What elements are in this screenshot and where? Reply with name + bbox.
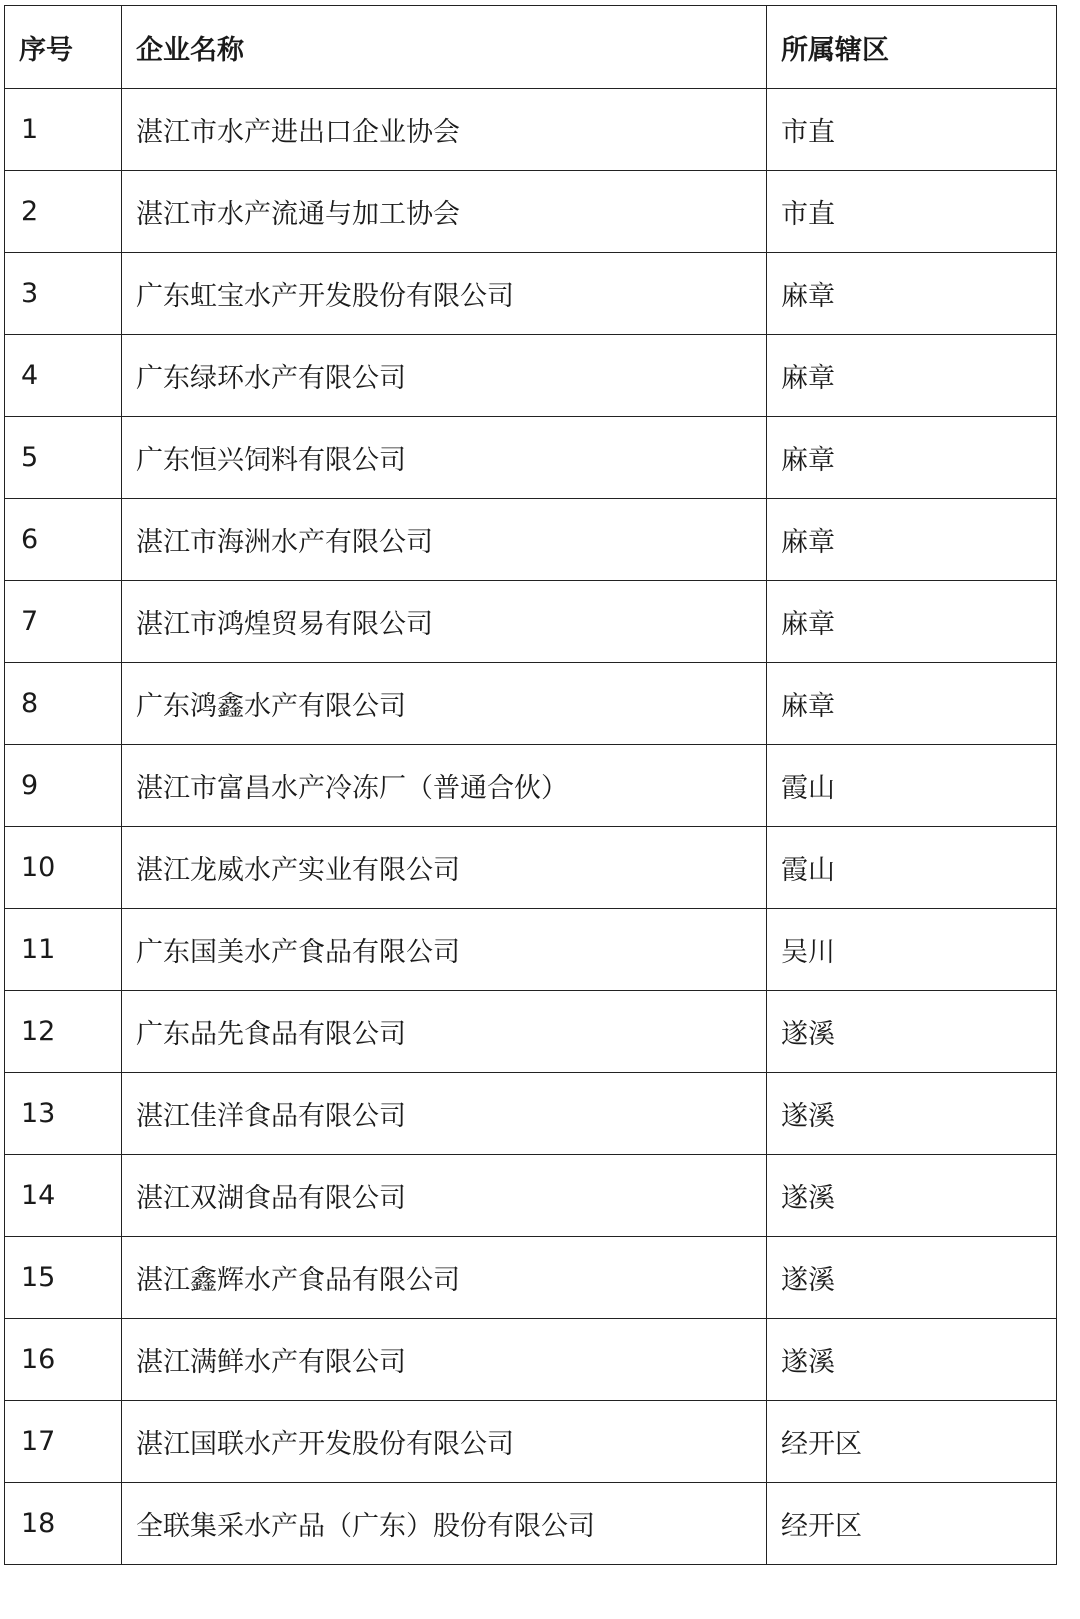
enterprise-table — [4, 5, 1057, 1565]
row-no: 12 — [5, 991, 122, 1073]
table-row — [5, 909, 1057, 991]
table-row — [5, 335, 1057, 417]
row-area: 霞山 — [767, 745, 1057, 827]
row-name: 全联集采水产品（广东）股份有限公司 — [122, 1483, 767, 1565]
table-row — [5, 1401, 1057, 1483]
row-area: 遂溪 — [767, 991, 1057, 1073]
row-name: 湛江市海洲水产有限公司 — [122, 499, 767, 581]
row-no: 3 — [5, 253, 122, 335]
row-no: 5 — [5, 417, 122, 499]
table-row — [5, 417, 1057, 499]
row-no: 18 — [5, 1483, 122, 1565]
row-no: 7 — [5, 581, 122, 663]
row-area: 麻章 — [767, 253, 1057, 335]
row-area: 麻章 — [767, 335, 1057, 417]
row-name: 广东鸿鑫水产有限公司 — [122, 663, 767, 745]
row-no: 9 — [5, 745, 122, 827]
row-name: 湛江满鲜水产有限公司 — [122, 1319, 767, 1401]
row-area: 市直 — [767, 171, 1057, 253]
row-no: 4 — [5, 335, 122, 417]
row-no: 17 — [5, 1401, 122, 1483]
header-no: 序号 — [5, 6, 122, 89]
row-no: 14 — [5, 1155, 122, 1237]
table-row — [5, 1483, 1057, 1565]
row-area: 麻章 — [767, 499, 1057, 581]
row-name: 湛江市水产流通与加工协会 — [122, 171, 767, 253]
row-area: 市直 — [767, 89, 1057, 171]
row-no: 6 — [5, 499, 122, 581]
row-name: 湛江国联水产开发股份有限公司 — [122, 1401, 767, 1483]
table-row — [5, 253, 1057, 335]
row-no: 2 — [5, 171, 122, 253]
row-area: 霞山 — [767, 827, 1057, 909]
row-name: 湛江市鸿煌贸易有限公司 — [122, 581, 767, 663]
table-header-row — [5, 6, 1057, 89]
table-row — [5, 499, 1057, 581]
table-row — [5, 991, 1057, 1073]
row-name: 湛江市富昌水产冷冻厂（普通合伙） — [122, 745, 767, 827]
row-name: 湛江佳洋食品有限公司 — [122, 1073, 767, 1155]
row-no: 13 — [5, 1073, 122, 1155]
table-row — [5, 89, 1057, 171]
row-area: 麻章 — [767, 663, 1057, 745]
row-no: 8 — [5, 663, 122, 745]
table-row — [5, 745, 1057, 827]
header-name: 企业名称 — [122, 6, 767, 89]
table-row — [5, 171, 1057, 253]
row-name: 湛江市水产进出口企业协会 — [122, 89, 767, 171]
row-no: 10 — [5, 827, 122, 909]
row-area: 遂溪 — [767, 1073, 1057, 1155]
table-row — [5, 827, 1057, 909]
table-row — [5, 1237, 1057, 1319]
row-area: 遂溪 — [767, 1155, 1057, 1237]
row-no: 15 — [5, 1237, 122, 1319]
row-area: 经开区 — [767, 1401, 1057, 1483]
row-area: 遂溪 — [767, 1319, 1057, 1401]
row-name: 广东绿环水产有限公司 — [122, 335, 767, 417]
table-row — [5, 663, 1057, 745]
row-name: 广东品先食品有限公司 — [122, 991, 767, 1073]
row-name: 湛江龙威水产实业有限公司 — [122, 827, 767, 909]
table-row — [5, 1155, 1057, 1237]
row-no: 11 — [5, 909, 122, 991]
table-row — [5, 1319, 1057, 1401]
row-area: 麻章 — [767, 581, 1057, 663]
table-row — [5, 581, 1057, 663]
row-area: 经开区 — [767, 1483, 1057, 1565]
row-name: 湛江双湖食品有限公司 — [122, 1155, 767, 1237]
row-area: 麻章 — [767, 417, 1057, 499]
enterprise-table-container — [4, 5, 1056, 1565]
row-name: 广东虹宝水产开发股份有限公司 — [122, 253, 767, 335]
row-no: 1 — [5, 89, 122, 171]
row-area: 吴川 — [767, 909, 1057, 991]
row-area: 遂溪 — [767, 1237, 1057, 1319]
row-no: 16 — [5, 1319, 122, 1401]
header-area: 所属辖区 — [767, 6, 1057, 89]
row-name: 广东国美水产食品有限公司 — [122, 909, 767, 991]
row-name: 广东恒兴饲料有限公司 — [122, 417, 767, 499]
table-row — [5, 1073, 1057, 1155]
row-name: 湛江鑫辉水产食品有限公司 — [122, 1237, 767, 1319]
